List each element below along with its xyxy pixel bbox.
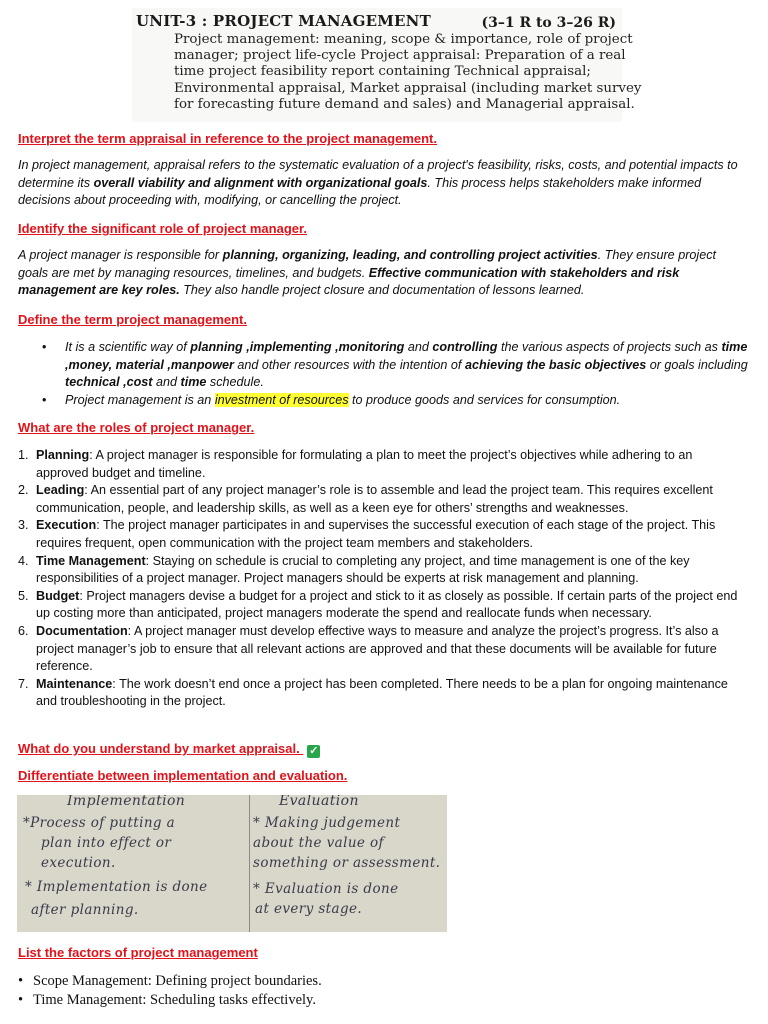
handwritten-line: * Implementation is done bbox=[25, 879, 208, 895]
answer-text: They also handle project closure and documentation of lessons learned. bbox=[179, 283, 585, 298]
handwritten-line: *Process of putting a bbox=[23, 815, 176, 831]
question-roles-heading: What are the roles of project manager. bbox=[18, 420, 255, 435]
role-text: : The project manager participates in and supervises the successful execution of each stage of the project. This requires frequent, open communication with the project team members and stakeholders. bbox=[36, 518, 716, 550]
role-text: : An essential part of any project manager’s role is to assemble and lead the project team. This requires excellent communication, people, and leadership skills, as well as a keen eye for others’ strengths and weaknesses. bbox=[36, 483, 713, 515]
handwritten-line: at every stage. bbox=[255, 901, 363, 917]
role-title: Time Management bbox=[36, 553, 146, 568]
list-item bbox=[18, 517, 748, 552]
role-text: : Staying on schedule is crucial to completing any project, and time management is one of the key responsibilities of a project manager. Project managers should be experts at risk management and planning. bbox=[36, 553, 690, 586]
syllabus-line: for forecasting future demand and sales) and Managerial appraisal. bbox=[174, 96, 635, 112]
role-text: : Project managers devise a budget for a project and stick to it as closely as possible. If certain parts of the project end up costing more than anticipated, project managers moderate the spend and reallocate funds when necessary. bbox=[36, 588, 738, 621]
answer-text: . This process helps stakeholders make informed decisions about proceeding with, modifying, or cancelling the project. bbox=[18, 175, 702, 208]
list-number: 3. bbox=[18, 518, 29, 533]
answer-emphasis: achieving the basic objectives bbox=[464, 357, 647, 372]
question-definition-heading: Define the term project management. bbox=[18, 312, 247, 327]
handwritten-heading: Evaluation bbox=[279, 795, 359, 809]
factor-text: Time Management: Scheduling tasks effectively. bbox=[33, 991, 316, 1008]
answer-emphasis: Effective communication with stakeholders and risk management are key roles. bbox=[18, 265, 680, 298]
answer-text: the various aspects of projects such as bbox=[497, 340, 722, 354]
check-mark-icon: ✓ bbox=[309, 745, 319, 757]
answer-emphasis: time ,money, material ,manpower bbox=[65, 340, 748, 372]
handwritten-line: plan into effect or bbox=[41, 835, 172, 851]
answer-text: and other resources with the intention of bbox=[233, 357, 465, 372]
handwritten-line: about the value of bbox=[253, 835, 384, 851]
column-divider bbox=[249, 795, 250, 932]
syllabus-line: time project feasibility report containing Technical appraisal; bbox=[174, 64, 591, 80]
list-item bbox=[18, 339, 748, 392]
role-title: Planning bbox=[36, 448, 90, 462]
syllabus-page-range: (3–1 R to 3–26 R) bbox=[481, 15, 616, 31]
list-item bbox=[18, 972, 322, 991]
bullet-glyph: • bbox=[42, 340, 47, 354]
role-title: Leading bbox=[36, 483, 85, 498]
syllabus-topics bbox=[174, 32, 642, 113]
question-text: What do you understand by market appraisal. bbox=[18, 741, 304, 756]
roles-numbered-list bbox=[18, 447, 748, 711]
list-number: 5. bbox=[18, 588, 29, 603]
answer-emphasis: technical ,cost bbox=[65, 375, 153, 390]
role-text: : The work doesn’t end once a project has been completed. There needs to be a plan for ongoing maintenance and troubleshooting in the project. bbox=[36, 676, 728, 709]
answer-emphasis: planning, organizing, leading, and controlling project activities bbox=[222, 248, 598, 262]
answer-text: In project management, appraisal refers to the systematic evaluation of a project's feasibility, risks, costs, and potential impacts to determine its bbox=[18, 158, 738, 190]
list-item bbox=[18, 392, 748, 410]
role-title: Documentation bbox=[36, 623, 128, 638]
answer-text: and bbox=[152, 375, 181, 390]
list-number: 4. bbox=[18, 553, 29, 568]
answer-text: schedule. bbox=[206, 375, 264, 390]
question-market-appraisal-heading bbox=[18, 741, 320, 758]
handwritten-line: * Evaluation is done bbox=[253, 881, 399, 897]
list-item bbox=[18, 447, 748, 482]
syllabus-line: Environmental appraisal, Market appraisal (including market survey bbox=[174, 80, 642, 96]
answer-text: to produce goods and services for consumption. bbox=[348, 392, 621, 407]
list-item bbox=[18, 623, 748, 676]
syllabus-unit-title: UNIT-3 : PROJECT MANAGEMENT bbox=[136, 12, 431, 30]
answer-text: and bbox=[404, 340, 433, 354]
list-number: 2. bbox=[18, 483, 29, 498]
list-number: 7. bbox=[18, 676, 29, 691]
syllabus-line: manager; project life-cycle Project appraisal: Preparation of a real bbox=[174, 48, 626, 64]
list-number: 6. bbox=[18, 623, 29, 638]
question-role-heading: Identify the significant role of project manager. bbox=[18, 221, 307, 236]
question-factors-heading: List the factors of project management bbox=[18, 945, 258, 960]
answer-text: . They ensure project goals are met by managing resources, timelines, and budgets. bbox=[18, 248, 716, 280]
highlighted-text: investment of resources bbox=[214, 392, 349, 407]
list-number: 1. bbox=[18, 448, 29, 462]
answer-appraisal bbox=[18, 157, 748, 210]
answer-text: or goals including bbox=[646, 357, 748, 372]
factor-text: Scope Management: Defining project boundaries. bbox=[33, 973, 322, 989]
answer-emphasis: overall viability and alignment with organizational goals bbox=[93, 175, 428, 190]
bullet-glyph: • bbox=[42, 392, 47, 407]
answer-text: Project management is an bbox=[65, 392, 215, 407]
handwritten-line: * Making judgement bbox=[253, 815, 401, 831]
factors-list bbox=[18, 972, 322, 1009]
handwritten-line: execution. bbox=[41, 855, 116, 871]
list-item bbox=[18, 588, 748, 623]
syllabus-scan bbox=[132, 8, 642, 122]
bullet-glyph: • bbox=[18, 991, 24, 1008]
list-item bbox=[18, 482, 748, 517]
role-text: : A project manager must develop effective ways to measure and analyze the project’s progress. It’s also a project manager’s job to ensure that all relevant actions are approved and that these documents will be available for future reference. bbox=[36, 623, 719, 674]
handwritten-line: something or assessment. bbox=[253, 855, 441, 871]
definition-bullet-list bbox=[18, 339, 748, 409]
handwritten-heading: Implementation bbox=[67, 795, 186, 809]
answer-text: It is a scientific way of bbox=[65, 340, 191, 354]
list-item bbox=[18, 991, 322, 1010]
syllabus-line: Project management: meaning, scope & importance, role of project bbox=[174, 32, 633, 47]
answer-emphasis: time bbox=[180, 375, 207, 390]
role-title: Budget bbox=[36, 588, 80, 603]
question-appraisal-heading: Interpret the term appraisal in reference to the project management. bbox=[18, 131, 438, 146]
answer-emphasis: controlling bbox=[432, 340, 498, 354]
role-title: Maintenance bbox=[36, 676, 113, 691]
bullet-glyph: • bbox=[18, 973, 24, 989]
list-item bbox=[18, 553, 748, 588]
answer-text: A project manager is responsible for bbox=[18, 248, 223, 262]
role-title: Execution bbox=[36, 518, 97, 533]
handwritten-comparison-image bbox=[17, 795, 447, 932]
list-item bbox=[18, 676, 748, 711]
role-text: : A project manager is responsible for formulating a plan to meet the project’s objectives while adhering to an approved budget and timeline. bbox=[36, 448, 693, 480]
question-differentiate-heading: Differentiate between implementation and evaluation. bbox=[18, 768, 348, 783]
answer-emphasis: planning ,implementing ,monitoring bbox=[190, 340, 405, 354]
handwritten-line: after planning. bbox=[31, 902, 139, 918]
answer-role bbox=[18, 247, 748, 300]
